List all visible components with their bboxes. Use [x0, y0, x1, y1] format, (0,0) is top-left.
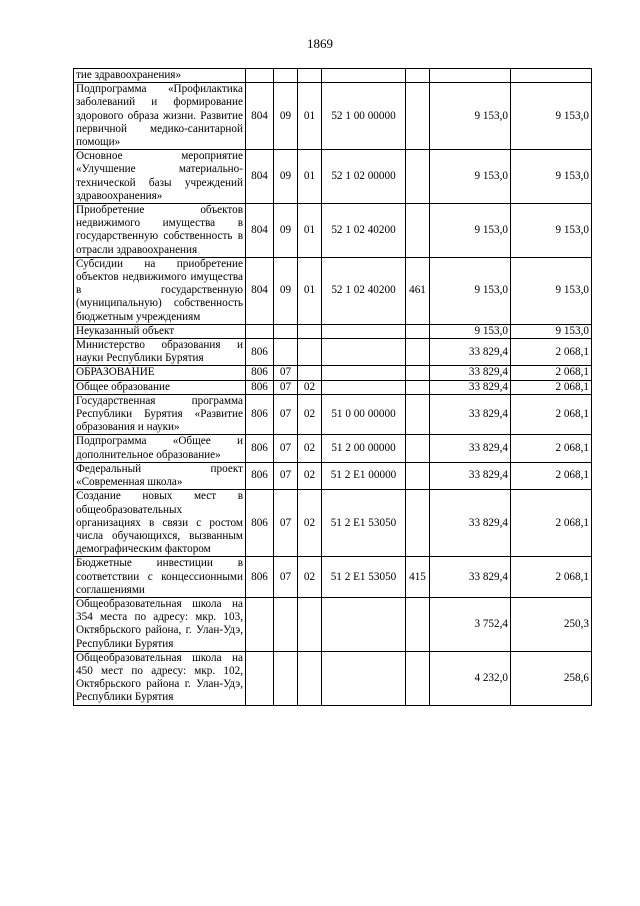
amount-year-2: 2 068,1: [511, 394, 592, 435]
amount-year-2: 2 068,1: [511, 435, 592, 462]
table-row: [74, 69, 592, 83]
amount-year-1: [430, 69, 511, 83]
target-article-code: 51 2 E1 53050: [322, 490, 406, 557]
amount-year-2: [511, 69, 592, 83]
subsection-code: [298, 324, 322, 338]
table-row: [74, 380, 592, 394]
section-code: [274, 651, 298, 705]
row-name: Бюджетные инвестиции в соответствии с концессионными соглашениями: [74, 557, 246, 598]
target-article-code: 51 2 E1 00000: [322, 462, 406, 489]
amount-year-2: 2 068,1: [511, 339, 592, 366]
amount-year-1: 33 829,4: [430, 557, 511, 598]
amount-year-1: 33 829,4: [430, 490, 511, 557]
subsection-code: 01: [298, 150, 322, 204]
subsection-code: [298, 69, 322, 83]
subsection-code: 01: [298, 257, 322, 324]
expense-type-code: 415: [406, 557, 430, 598]
subsection-code: [298, 339, 322, 366]
table-row: [74, 490, 592, 557]
ministry-code: 804: [246, 204, 274, 258]
section-code: 09: [274, 83, 298, 150]
target-article-code: 52 1 02 40200: [322, 204, 406, 258]
amount-year-1: 9 153,0: [430, 324, 511, 338]
ministry-code: 806: [246, 557, 274, 598]
row-name: Федеральный проект «Современная школа»: [74, 462, 246, 489]
table-row: [74, 557, 592, 598]
amount-year-2: 2 068,1: [511, 557, 592, 598]
subsection-code: [298, 597, 322, 651]
ministry-code: 804: [246, 257, 274, 324]
table-row: [74, 257, 592, 324]
section-code: [274, 339, 298, 366]
target-article-code: [322, 597, 406, 651]
row-name: Общеобразовательная школа на 450 мест по адресу: мкр. 102, Октябрьского района г. Улан-Удэ, Республики Бурятия: [74, 651, 246, 705]
amount-year-1: 33 829,4: [430, 380, 511, 394]
target-article-code: 52 1 02 40200: [322, 257, 406, 324]
table-row: [74, 366, 592, 380]
section-code: 07: [274, 435, 298, 462]
target-article-code: 52 1 02 00000: [322, 150, 406, 204]
table-row: [74, 435, 592, 462]
ministry-code: 804: [246, 150, 274, 204]
row-name: Основное мероприятие «Улучшение материально-технической базы учреждений здравоохранения»: [74, 150, 246, 204]
section-code: 07: [274, 462, 298, 489]
subsection-code: 02: [298, 394, 322, 435]
table-row: [74, 83, 592, 150]
amount-year-1: 33 829,4: [430, 394, 511, 435]
expense-type-code: [406, 339, 430, 366]
target-article-code: [322, 651, 406, 705]
section-code: 09: [274, 257, 298, 324]
section-code: 09: [274, 150, 298, 204]
amount-year-1: 9 153,0: [430, 257, 511, 324]
section-code: [274, 597, 298, 651]
row-name: тие здравоохранения»: [74, 69, 246, 83]
expense-type-code: [406, 380, 430, 394]
row-name: Общее образование: [74, 380, 246, 394]
expense-type-code: 461: [406, 257, 430, 324]
amount-year-2: 250,3: [511, 597, 592, 651]
expense-type-code: [406, 490, 430, 557]
amount-year-1: 33 829,4: [430, 435, 511, 462]
ministry-code: 806: [246, 490, 274, 557]
section-code: [274, 69, 298, 83]
target-article-code: 51 2 00 00000: [322, 435, 406, 462]
target-article-code: [322, 380, 406, 394]
amount-year-1: 9 153,0: [430, 83, 511, 150]
section-code: 07: [274, 366, 298, 380]
expense-type-code: [406, 462, 430, 489]
ministry-code: [246, 69, 274, 83]
expense-type-code: [406, 83, 430, 150]
ministry-code: [246, 651, 274, 705]
target-article-code: 51 0 00 00000: [322, 394, 406, 435]
amount-year-2: 9 153,0: [511, 257, 592, 324]
amount-year-2: 9 153,0: [511, 324, 592, 338]
target-article-code: [322, 339, 406, 366]
target-article-code: 51 2 E1 53050: [322, 557, 406, 598]
amount-year-2: 2 068,1: [511, 380, 592, 394]
amount-year-1: 33 829,4: [430, 366, 511, 380]
row-name: ОБРАЗОВАНИЕ: [74, 366, 246, 380]
section-code: 07: [274, 490, 298, 557]
amount-year-1: 3 752,4: [430, 597, 511, 651]
table-row: [74, 394, 592, 435]
table-row: [74, 339, 592, 366]
expense-type-code: [406, 435, 430, 462]
section-code: [274, 324, 298, 338]
amount-year-2: 2 068,1: [511, 462, 592, 489]
table-row: [74, 324, 592, 338]
expense-type-code: [406, 69, 430, 83]
ministry-code: 806: [246, 380, 274, 394]
section-code: 07: [274, 557, 298, 598]
amount-year-2: 9 153,0: [511, 204, 592, 258]
subsection-code: [298, 651, 322, 705]
table-row: [74, 204, 592, 258]
row-name: Неуказанный объект: [74, 324, 246, 338]
row-name: Приобретение объектов недвижимого имущества в государственную собственность в отрасли здравоохранения: [74, 204, 246, 258]
row-name: Подпрограмма «Общее и дополнительное образование»: [74, 435, 246, 462]
subsection-code: [298, 366, 322, 380]
amount-year-1: 9 153,0: [430, 150, 511, 204]
expense-type-code: [406, 150, 430, 204]
subsection-code: 02: [298, 557, 322, 598]
subsection-code: 02: [298, 490, 322, 557]
expense-type-code: [406, 394, 430, 435]
ministry-code: 806: [246, 435, 274, 462]
table-row: [74, 651, 592, 705]
subsection-code: 01: [298, 83, 322, 150]
ministry-code: 804: [246, 83, 274, 150]
amount-year-2: 2 068,1: [511, 490, 592, 557]
row-name: Государственная программа Республики Бурятия «Развитие образования и науки»: [74, 394, 246, 435]
amount-year-1: 4 232,0: [430, 651, 511, 705]
ministry-code: 806: [246, 339, 274, 366]
expense-type-code: [406, 204, 430, 258]
row-name: Субсидии на приобретение объектов недвижимого имущества в государственную (муниципальную) собственность бюджетным учреждениям: [74, 257, 246, 324]
section-code: 07: [274, 380, 298, 394]
row-name: Общеобразовательная школа на 354 места по адресу: мкр. 103, Октябрьского района, г. Улан-Удэ, Республики Бурятия: [74, 597, 246, 651]
expense-type-code: [406, 651, 430, 705]
section-code: 09: [274, 204, 298, 258]
row-name: Министерство образования и науки Республики Бурятия: [74, 339, 246, 366]
target-article-code: [322, 324, 406, 338]
row-name: Подпрограмма «Профилактика заболеваний и формирование здорового образа жизни. Развитие первичной медико-санитарной помощи»: [74, 83, 246, 150]
budget-table: [73, 68, 592, 706]
subsection-code: 02: [298, 380, 322, 394]
table-row: [74, 150, 592, 204]
expense-type-code: [406, 324, 430, 338]
ministry-code: [246, 597, 274, 651]
ministry-code: 806: [246, 366, 274, 380]
target-article-code: 52 1 00 00000: [322, 83, 406, 150]
table-body: [74, 69, 592, 706]
ministry-code: 806: [246, 394, 274, 435]
ministry-code: [246, 324, 274, 338]
target-article-code: [322, 69, 406, 83]
expense-type-code: [406, 366, 430, 380]
ministry-code: 806: [246, 462, 274, 489]
table-row: [74, 462, 592, 489]
amount-year-1: 9 153,0: [430, 204, 511, 258]
page-number: 1869: [307, 36, 333, 51]
section-code: 07: [274, 394, 298, 435]
target-article-code: [322, 366, 406, 380]
subsection-code: 02: [298, 435, 322, 462]
amount-year-1: 33 829,4: [430, 339, 511, 366]
amount-year-2: 258,6: [511, 651, 592, 705]
amount-year-2: 2 068,1: [511, 366, 592, 380]
expense-type-code: [406, 597, 430, 651]
subsection-code: 02: [298, 462, 322, 489]
amount-year-2: 9 153,0: [511, 150, 592, 204]
amount-year-2: 9 153,0: [511, 83, 592, 150]
table-row: [74, 597, 592, 651]
subsection-code: 01: [298, 204, 322, 258]
amount-year-1: 33 829,4: [430, 462, 511, 489]
row-name: Создание новых мест в общеобразовательных организациях в связи с ростом числа обучающихся, вызванным демографическим фактором: [74, 490, 246, 557]
